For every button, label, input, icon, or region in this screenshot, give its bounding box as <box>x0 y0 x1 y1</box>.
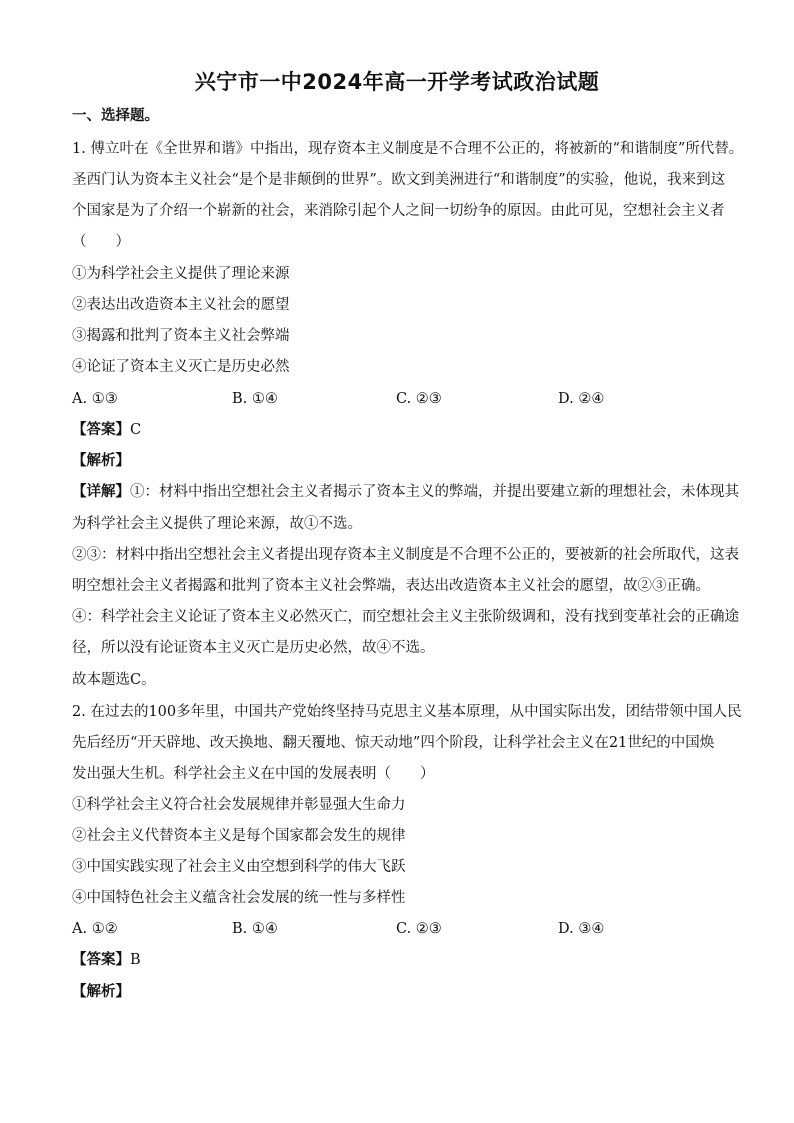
q1-item-2: ②表达出改造资本主义社会的愿望 <box>72 297 290 313</box>
q1-detail-line-2: 为科学社会主义提供了理论来源，故①不选。 <box>72 516 362 532</box>
q2-option-a: A. ①② <box>72 921 118 937</box>
q1-option-b: B. ①④ <box>232 391 278 407</box>
q2-analysis-label: 【解析】 <box>72 984 130 1000</box>
q2-item-4: ④中国特色社会主义蕴含社会发展的统一性与多样性 <box>72 890 406 906</box>
q2-answer-label: 【答案】 <box>72 952 130 968</box>
q1-analysis-label: 【解析】 <box>72 453 130 469</box>
q2-option-c: C. ②③ <box>396 921 442 937</box>
q1-detail-text-1: ①：材料中指出空想社会主义者揭示了资本主义的弊端，并提出要建立新的理想社会，未体现其 <box>130 484 739 500</box>
q1-detail-label: 【详解】 <box>72 484 130 500</box>
q2-option-d: D. ③④ <box>558 921 605 937</box>
q2-item-2: ②社会主义代替资本主义是每个国家都会发生的规律 <box>72 828 406 844</box>
q2-option-b: B. ①④ <box>232 921 278 937</box>
page-title: 兴宁市一中2024年高一开学考试政治试题 <box>194 70 600 94</box>
q1-item-4: ④论证了资本主义灭亡是历史必然 <box>72 359 290 375</box>
q2-answer <box>72 950 752 970</box>
q1-stem-line-1: 1. 傅立叶在《全世界和谐》中指出，现存资本主义制度是不合理不公正的，将被新的“和谐制度”所代替。 <box>72 141 744 157</box>
q1-detail-line-1 <box>72 482 752 502</box>
q1-detail-line-7: 故本题选C。 <box>72 672 156 688</box>
q1-stem-line-2: 圣西门认为资本主义社会“是个是非颠倒的世界”。欧文到美洲进行“和谐制度”的实验，他说，我来到这 <box>72 172 726 188</box>
q1-option-a: A. ①③ <box>72 391 118 407</box>
q1-stem-line-4: （ ） <box>72 234 130 250</box>
q2-answer-value: B <box>130 952 141 968</box>
q1-item-3: ③揭露和批判了资本主义社会弊端 <box>72 328 290 344</box>
q2-stem-line-1: 2. 在过去的100多年里，中国共产党始终坚持马克思主义基本原理，从中国实际出发，团结带领中国人民 <box>72 704 742 720</box>
q2-stem-line-3: 发出强大生机。科学社会主义在中国的发展表明（ ） <box>72 766 435 782</box>
q1-answer-label: 【答案】 <box>72 422 130 438</box>
q2-item-1: ①科学社会主义符合社会发展规律并彰显强大生命力 <box>72 797 406 813</box>
q1-answer <box>72 420 752 440</box>
q1-answer-value: C <box>130 422 142 438</box>
q1-detail-line-3: ②③：材料中指出空想社会主义者提出现存资本主义制度是不合理不公正的，要被新的社会所取代，这表 <box>72 547 739 563</box>
q1-detail-line-5: ④：科学社会主义论证了资本主义必然灭亡，而空想社会主义主张阶级调和，没有找到变革社会的正确途 <box>72 609 739 625</box>
q1-option-c: C. ②③ <box>396 391 442 407</box>
q1-detail-line-6: 径，所以没有论证资本主义灭亡是历史必然，故④不选。 <box>72 640 435 656</box>
q1-option-d: D. ②④ <box>558 391 605 407</box>
section-heading: 一、选择题。 <box>72 108 159 124</box>
q2-item-3: ③中国实践实现了社会主义由空想到科学的伟大飞跃 <box>72 859 406 875</box>
q1-stem-line-3: 个国家是为了介绍一个崭新的社会，来消除引起个人之间一切纷争的原因。由此可见，空想社会主义者 <box>72 203 725 219</box>
q2-stem-line-2: 先后经历“开天辟地、改天换地、翻天覆地、惊天动地”四个阶段，让科学社会主义在21世纪的中国焕 <box>72 735 715 751</box>
q1-detail-line-4: 明空想社会主义者揭露和批判了资本主义社会弊端，表达出改造资本主义社会的愿望，故②③正确。 <box>72 578 710 594</box>
q1-item-1: ①为科学社会主义提供了理论来源 <box>72 266 290 282</box>
